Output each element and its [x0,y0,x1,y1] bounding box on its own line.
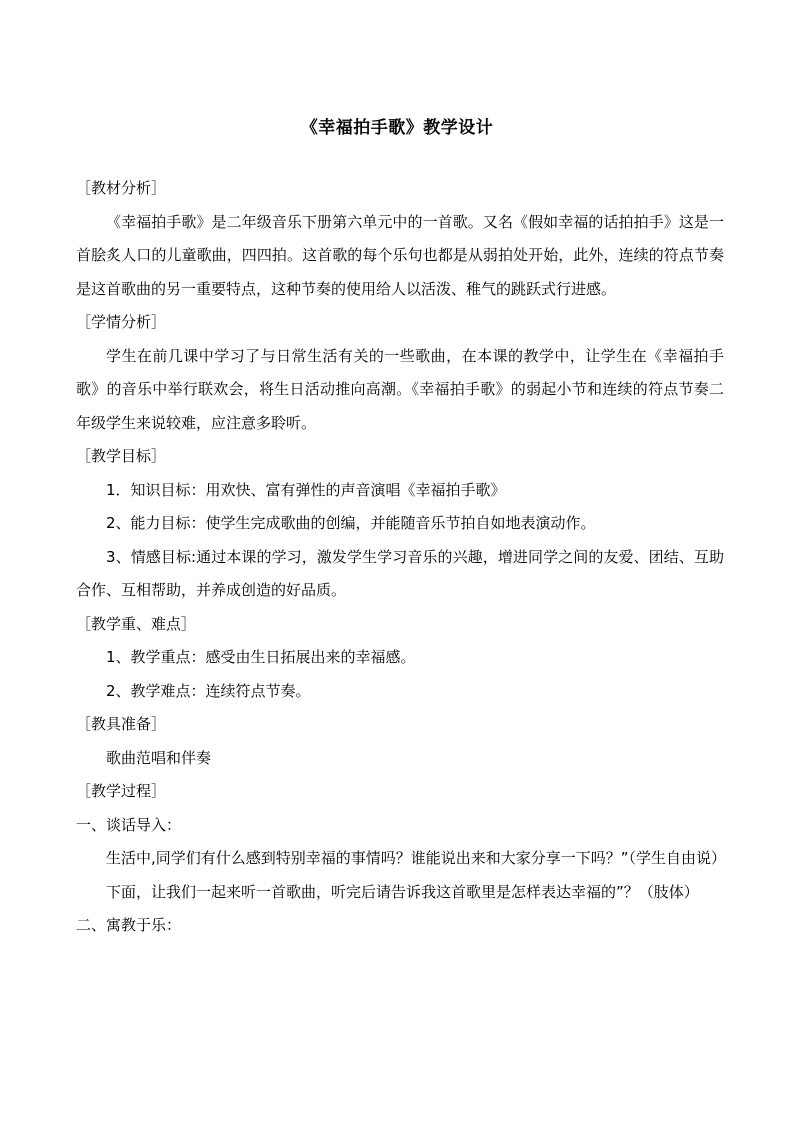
process-step-1-heading: 一、谈话导入： [76,815,182,834]
section-heading-teaching-process: ［教学过程］ [76,782,167,800]
goal-ability: 2、能力目标：使学生完成歌曲的创编，并能随音乐节拍自如地表演动作。 [106,514,596,532]
paragraph-material-analysis: 《幸福拍手歌》是二年级音乐下册第六单元中的一首歌。又名《假如幸福的话拍拍手》这是一首脍炙人口的儿童歌曲，四四拍。这首歌的每个乐句也都是从弱拍处开始，此外，连续的符点节奏是这首歌曲的另一重要特点，这种节奏的使用给人以活泼、稚气的跳跃式行进感。 [76,212,724,298]
paragraph-student-analysis: 学生在前几课中学习了与日常生活有关的一些歌曲，在本课的教学中，让学生在《幸福拍手歌》的音乐中举行联欢会，将生日活动推向高潮。《幸福拍手歌》的弱起小节和连续的符点节奏二年级学生来说较难，应注意多聆听。 [76,346,724,432]
teaching-aids-text: 歌曲范唱和伴奏 [106,748,212,767]
process-step-2-heading: 二、寓教于乐： [76,916,182,934]
document-body [76,172,727,943]
section-heading-key-points: ［教学重、难点］ [76,614,197,633]
goal-emotion: 3、情感目标:通过本课的学习，激发学生学习音乐的兴趣，增进同学之间的友爱、团结、互助合作、互相帮助，并养成创造的好品质。 [76,547,724,599]
key-point-focus: 1、教学重点：感受由生日拓展出来的幸福感。 [106,648,416,666]
section-heading-teaching-goals: ［教学目标］ [76,447,167,465]
key-point-difficulty: 2、教学难点：连续符点节奏。 [106,681,311,700]
process-step-1-listen: 下面，让我们一起来听一首歌曲，听完后请告诉我这首歌里是怎样表达幸福的”？（肢体） [106,882,699,901]
goal-knowledge: 1．知识目标：用欢快、富有弹性的声音演唱《幸福拍手歌》 [106,480,506,499]
section-heading-material-analysis: ［教材分析］ [76,179,167,197]
process-step-1-question: 生活中,同学们有什么感到特别幸福的事情吗？谁能说出来和大家分享一下吗？”（学生自由说） [106,849,727,867]
document-title: 《幸福拍手歌》教学设计 [300,118,494,138]
section-heading-student-analysis: ［学情分析］ [76,313,167,331]
section-heading-teaching-aids: ［教具准备］ [76,715,167,733]
